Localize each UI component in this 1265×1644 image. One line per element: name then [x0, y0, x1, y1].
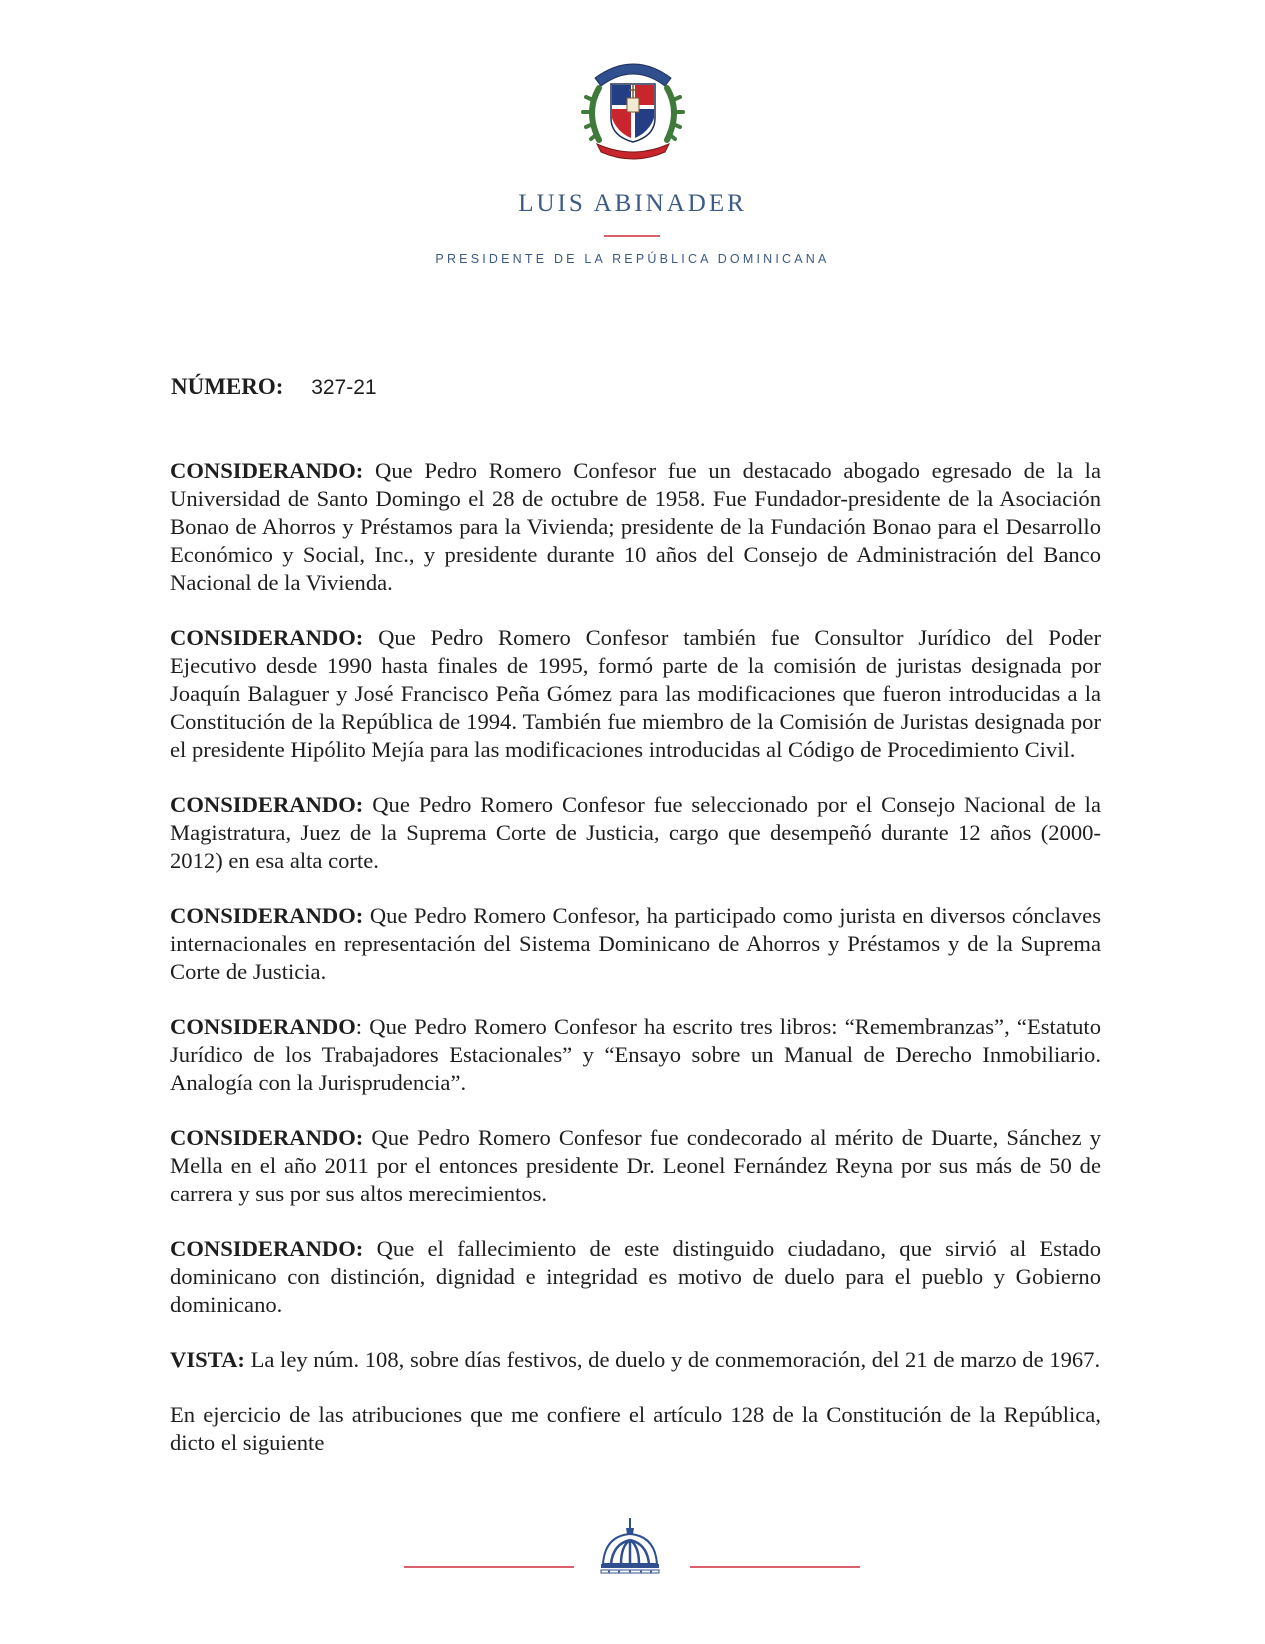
header-divider	[604, 235, 660, 237]
paragraph-text: Que Pedro Romero Confesor fue condecorado al mérito de Duarte, Sánchez y Mella en el año 2011 por el entonces presidente Dr. Leonel Fernández Reyna por sus más de 50 de carrera y sus por sus altos merecimientos.	[170, 1125, 1101, 1206]
paragraph-considerando-5	[170, 1013, 1101, 1097]
paragraph-lead: CONSIDERANDO:	[170, 625, 364, 650]
footer-rule-right	[690, 1566, 860, 1568]
paragraph-text: : Que Pedro Romero Confesor ha escrito tres libros: “Remembranzas”, “Estatuto Jurídico de los Trabajadores Estacionales” y “Ensayo sobre un Manual de Derecho Inmobiliario. Analogía con la Jurisprudencia”.	[170, 1014, 1101, 1095]
paragraph-text: En ejercicio de las atribuciones que me confiere el artículo 128 de la Constitución de la República, dicto el siguiente	[170, 1402, 1101, 1455]
paragraph-lead: CONSIDERANDO	[170, 1014, 356, 1039]
paragraph-text: Que Pedro Romero Confesor fue seleccionado por el Consejo Nacional de la Magistratura, Juez de la Suprema Corte de Justicia, cargo que desempeñó durante 12 años (2000-2012) en esa alta corte.	[170, 792, 1101, 873]
decree-number-value: 327-21	[311, 376, 377, 399]
paragraph-considerando-2	[170, 624, 1101, 764]
paragraph-text: Que el fallecimiento de este distinguido ciudadano, que sirvió al Estado dominicano con distinción, dignidad e integridad es motivo de duelo para el pueblo y Gobierno dominicano.	[170, 1236, 1101, 1317]
paragraph-text: La ley núm. 108, sobre días festivos, de duelo y de conmemoración, del 21 de marzo de 1967.	[244, 1347, 1101, 1372]
decree-body	[170, 457, 1101, 1484]
header-name: LUIS ABINADER	[518, 190, 747, 217]
decree-number	[171, 374, 377, 400]
paragraph-considerando-3	[170, 791, 1101, 875]
paragraph-considerando-1	[170, 457, 1101, 597]
paragraph-lead: VISTA:	[170, 1347, 245, 1372]
paragraph-vista	[170, 1346, 1101, 1374]
paragraph-considerando-7	[170, 1235, 1101, 1319]
paragraph-lead: CONSIDERANDO:	[170, 903, 364, 928]
paragraph-lead: CONSIDERANDO:	[170, 1125, 364, 1150]
paragraph-lead: CONSIDERANDO:	[170, 458, 364, 483]
paragraph-lead: CONSIDERANDO:	[170, 1236, 364, 1261]
footer-rule-left	[404, 1566, 574, 1568]
paragraph-text: Que Pedro Romero Confesor fue un destacado abogado egresado de la la Universidad de Santo Domingo el 28 de octubre de 1958. Fue Fundador-presidente de la Asociación Bonao de Ahorros y Préstamos para la Vivienda; presidente de la Fundación Bonao para el Desarrollo Económico y Social, Inc., y presidente durante 10 años del Consejo de Administración del Banco Nacional de la Vivienda.	[170, 458, 1101, 595]
coat-of-arms-icon	[577, 52, 689, 162]
paragraph-considerando-6	[170, 1124, 1101, 1208]
paragraph-text: Que Pedro Romero Confesor, ha participado como jurista en diversos cónclaves internacionales en representación del Sistema Dominicano de Ahorros y Préstamos y de la Suprema Corte de Justicia.	[170, 903, 1101, 984]
paragraph-text: Que Pedro Romero Confesor también fue Consultor Jurídico del Poder Ejecutivo desde 1990 hasta finales de 1995, formó parte de la comisión de juristas designada por Joaquín Balaguer y José Francisco Peña Gómez para las modificaciones que fueron introducidas a la Constitución de la República de 1994. También fue miembro de la Comisión de Juristas designada por el presidente Hipólito Mejía para las modificaciones introducidas al Código de Procedimiento Civil.	[170, 625, 1101, 762]
paragraph-closing	[170, 1401, 1101, 1457]
paragraph-lead: CONSIDERANDO:	[170, 792, 364, 817]
paragraph-considerando-4	[170, 902, 1101, 986]
header-subtitle: PRESIDENTE DE LA REPÚBLICA DOMINICANA	[435, 252, 830, 266]
palace-dome-icon	[597, 1516, 663, 1576]
decree-number-label: NÚMERO:	[171, 374, 284, 399]
